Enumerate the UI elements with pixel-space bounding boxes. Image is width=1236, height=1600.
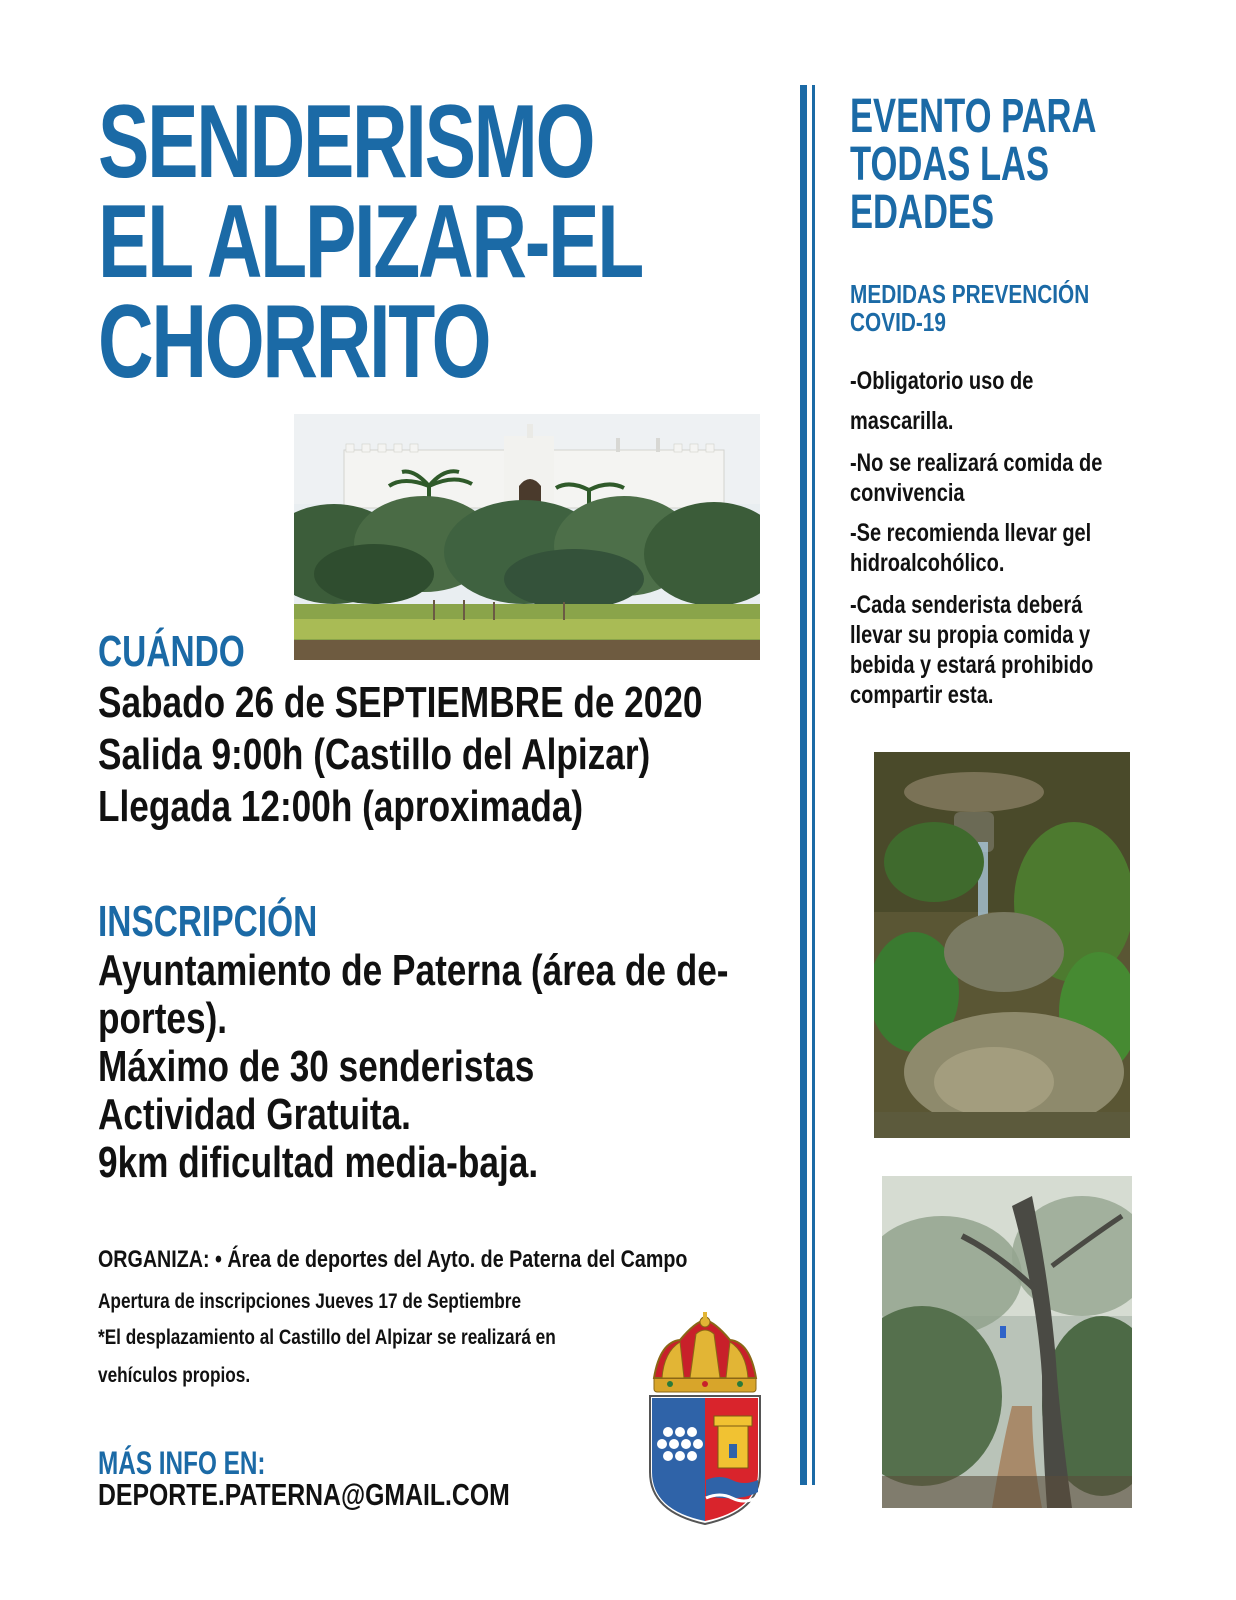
trail-photo [882,1176,1132,1508]
more-info-heading: MÁS INFO EN: [98,1445,266,1481]
covid-rule-line: -Se recomienda llevar gel [850,519,1092,547]
covid-rule-line: hidroalcohólico. [850,549,1005,577]
registration-line-2: portes). [98,994,228,1043]
organizer-line-4: vehículos propios. [98,1364,251,1387]
covid-rule-line: -Obligatorio uso de [850,367,1034,395]
title-line-2: EL ALPIZAR-EL [98,184,643,300]
registration-line-3: Máximo de 30 senderistas [98,1042,535,1091]
castle-photo [294,414,760,660]
covid-rule-line: mascarilla. [850,407,954,435]
organizer-line-2: Apertura de inscripciones Jueves 17 de Septiembre [98,1290,522,1313]
column-divider-thick [800,85,807,1485]
covid-rule-line: bebida y estará prohibido [850,651,1094,679]
contact-email[interactable]: DEPORTE.PATERNA@GMAIL.COM [98,1477,510,1512]
registration-line-1: Ayuntamiento de Paterna (área de de- [98,946,729,995]
organizer-line-3: *El desplazamiento al Castillo del Alpizar se realizará en [98,1326,556,1349]
covid-rule-line: -No se realizará comida de [850,449,1103,477]
coat-of-arms-icon [640,1312,770,1526]
covid-rule-line: compartir esta. [850,681,994,709]
registration-line-5: 9km dificultad media-baja. [98,1138,539,1187]
event-line-1: EVENTO PARA [850,90,1097,143]
covid-rule-line: llevar su propia comida y [850,621,1091,649]
title-line-1: SENDERISMO [98,84,594,200]
departure-time: Salida 9:00h (Castillo del Alpizar) [98,730,651,779]
covid-rule-line: -Cada senderista deberá [850,591,1083,619]
covid-rule-line: convivencia [850,479,965,507]
when-heading: CUÁNDO [98,627,245,676]
registration-heading: INSCRIPCIÓN [98,897,318,946]
covid-heading-line-2: COVID-19 [850,307,946,337]
covid-heading-line-1: MEDIDAS PREVENCIÓN [850,279,1090,309]
event-line-2: TODAS LAS [850,138,1050,191]
event-date: Sabado 26 de SEPTIEMBRE de 2020 [98,678,703,727]
title-line-3: CHORRITO [98,284,490,400]
column-divider-thin [812,85,815,1485]
registration-line-4: Actividad Gratuita. [98,1090,411,1139]
organizer-line-1: ORGANIZA: • Área de deportes del Ayto. de Paterna del Campo [98,1246,688,1273]
event-line-3: EDADES [850,186,995,239]
spring-photo [874,752,1130,1138]
arrival-time: Llegada 12:00h (aproximada) [98,782,584,831]
